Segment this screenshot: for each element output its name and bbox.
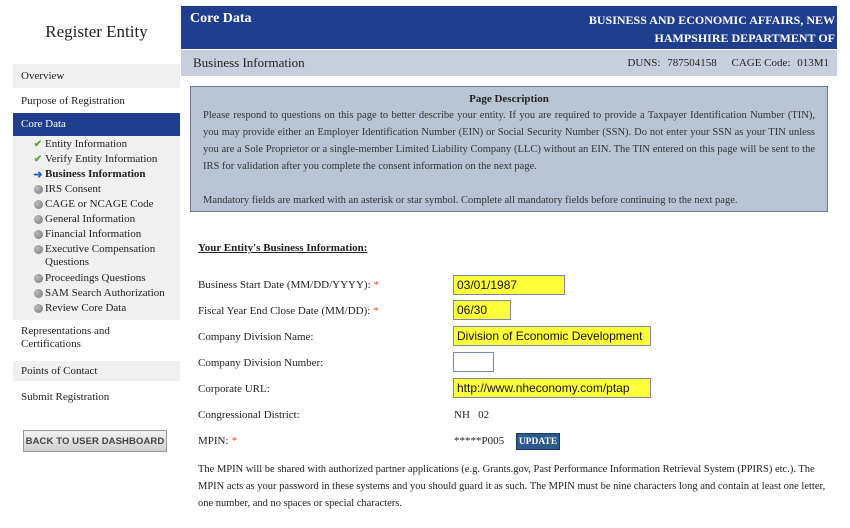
required-asterisk: *	[373, 279, 380, 291]
bullet-icon	[31, 287, 45, 299]
subnav-cage-code[interactable]: CAGE or NCAGE Code	[31, 198, 179, 210]
bullet-icon	[31, 213, 45, 225]
sidebar-item-points-of-contact[interactable]: Points of Contact	[13, 361, 180, 381]
subnav-general-information[interactable]: General Information	[31, 213, 179, 225]
sidebar	[13, 6, 180, 528]
bullet-icon	[31, 243, 45, 269]
check-icon: ✔	[33, 139, 43, 150]
subnav-proceedings-questions[interactable]: Proceedings Questions	[31, 272, 179, 284]
mpin-value: *****P005	[454, 435, 505, 447]
bullet-icon	[31, 272, 45, 284]
mpin-note: The MPIN will be shared with authorized partner applications (e.g. Grants.gov, Past Performance Information Retrieval System (PPIRS) etc.). The MPIN acts as your password in these systems and you should guard it as such. The MPIN must be nine characters long and contain at least one letter, one number, and no spaces or special characters.	[198, 464, 826, 509]
duns-label: DUNS:	[627, 57, 661, 69]
entity-identifiers	[623, 57, 829, 69]
congressional-district-label: Congressional District:	[198, 409, 300, 421]
bullet-icon	[31, 183, 45, 195]
check-icon: ✔	[33, 154, 43, 165]
mpin-label: MPIN: *	[198, 435, 238, 447]
sidebar-item-overview[interactable]: Overview	[13, 64, 180, 88]
duns-value: 787504158	[667, 57, 717, 69]
subnav-executive-compensation[interactable]: Executive Compensation Questions	[31, 243, 156, 269]
business-start-date-input[interactable]	[453, 275, 565, 295]
core-data-subnav	[13, 136, 180, 320]
required-asterisk: *	[373, 305, 379, 317]
division-name-input[interactable]	[453, 326, 651, 346]
register-entity-title: Register Entity	[45, 22, 148, 41]
page-description-text: Please respond to questions on this page to better describe your entity. If you are required to provide a Taxpayer Identification Number (TIN), you may provide either an Employer Identification Number (EIN) or Social Security Number (SSN). Do not enter your SSN as your TIN unless you are a Sole Proprietor or a single-member Limited Liability Company (LLC) without an EIN. The TIN entered on this page will be sent to the IRS for validation after you complete the consent information on the next page.	[203, 110, 815, 172]
division-number-input[interactable]	[453, 352, 494, 372]
sidebar-item-core-data[interactable]: Core Data	[13, 113, 180, 136]
back-to-dashboard-button[interactable]: BACK TO USER DASHBOARD	[23, 430, 167, 452]
sidebar-item-purpose[interactable]: Purpose of Registration	[21, 95, 125, 107]
business-info-section-title: Your Entity's Business Information:	[198, 242, 368, 254]
required-asterisk: *	[231, 435, 238, 447]
subnav-financial-information[interactable]: Financial Information	[31, 228, 179, 240]
update-mpin-button[interactable]: UPDATE	[516, 433, 560, 450]
subnav-verify-entity-information[interactable]: ✔ Verify Entity Information	[31, 153, 179, 166]
cage-label: CAGE Code:	[731, 57, 791, 69]
division-name-label: Company Division Name:	[198, 331, 314, 343]
bullet-icon	[31, 198, 45, 210]
subnav-entity-information[interactable]: ✔ Entity Information	[31, 138, 179, 151]
cage-value: 013M1	[797, 57, 829, 69]
division-number-label: Company Division Number:	[198, 357, 324, 369]
subnav-sam-search-authorization[interactable]: SAM Search Authorization	[31, 287, 179, 299]
business-information-subheader	[181, 50, 837, 76]
core-data-header	[181, 6, 837, 49]
bullet-icon	[31, 302, 45, 314]
entity-name: BUSINESS AND ECONOMIC AFFAIRS, NEW HAMPSHIRE DEPARTMENT OF	[588, 13, 835, 45]
corporate-url-input[interactable]	[453, 378, 651, 398]
fiscal-year-end-label: Fiscal Year End Close Date (MM/DD): *	[198, 305, 379, 317]
subnav-business-information[interactable]: ➜ Business Information	[31, 168, 179, 181]
sidebar-item-reps-certs[interactable]: Representations and Certifications	[21, 325, 110, 350]
subnav-review-core-data[interactable]: Review Core Data	[31, 302, 179, 314]
arrow-right-icon: ➜	[33, 169, 43, 181]
header-title: Core Data	[190, 11, 252, 26]
corporate-url-label: Corporate URL:	[198, 383, 270, 395]
page-description-title: Page Description	[469, 93, 549, 105]
page-description	[190, 86, 828, 212]
start-date-label: Business Start Date (MM/DD/YYYY): *	[198, 279, 380, 291]
subnav-irs-consent[interactable]: IRS Consent	[31, 183, 179, 195]
section-subtitle: Business Information	[193, 55, 305, 70]
fiscal-year-end-input[interactable]	[453, 300, 511, 320]
sidebar-item-submit[interactable]: Submit Registration	[21, 391, 110, 403]
bullet-icon	[31, 228, 45, 240]
mandatory-fields-note: Mandatory fields are marked with an asterisk or star symbol. Complete all mandatory fields before continuing to the next page.	[203, 195, 738, 206]
congressional-district-value: NH 02	[454, 409, 490, 421]
